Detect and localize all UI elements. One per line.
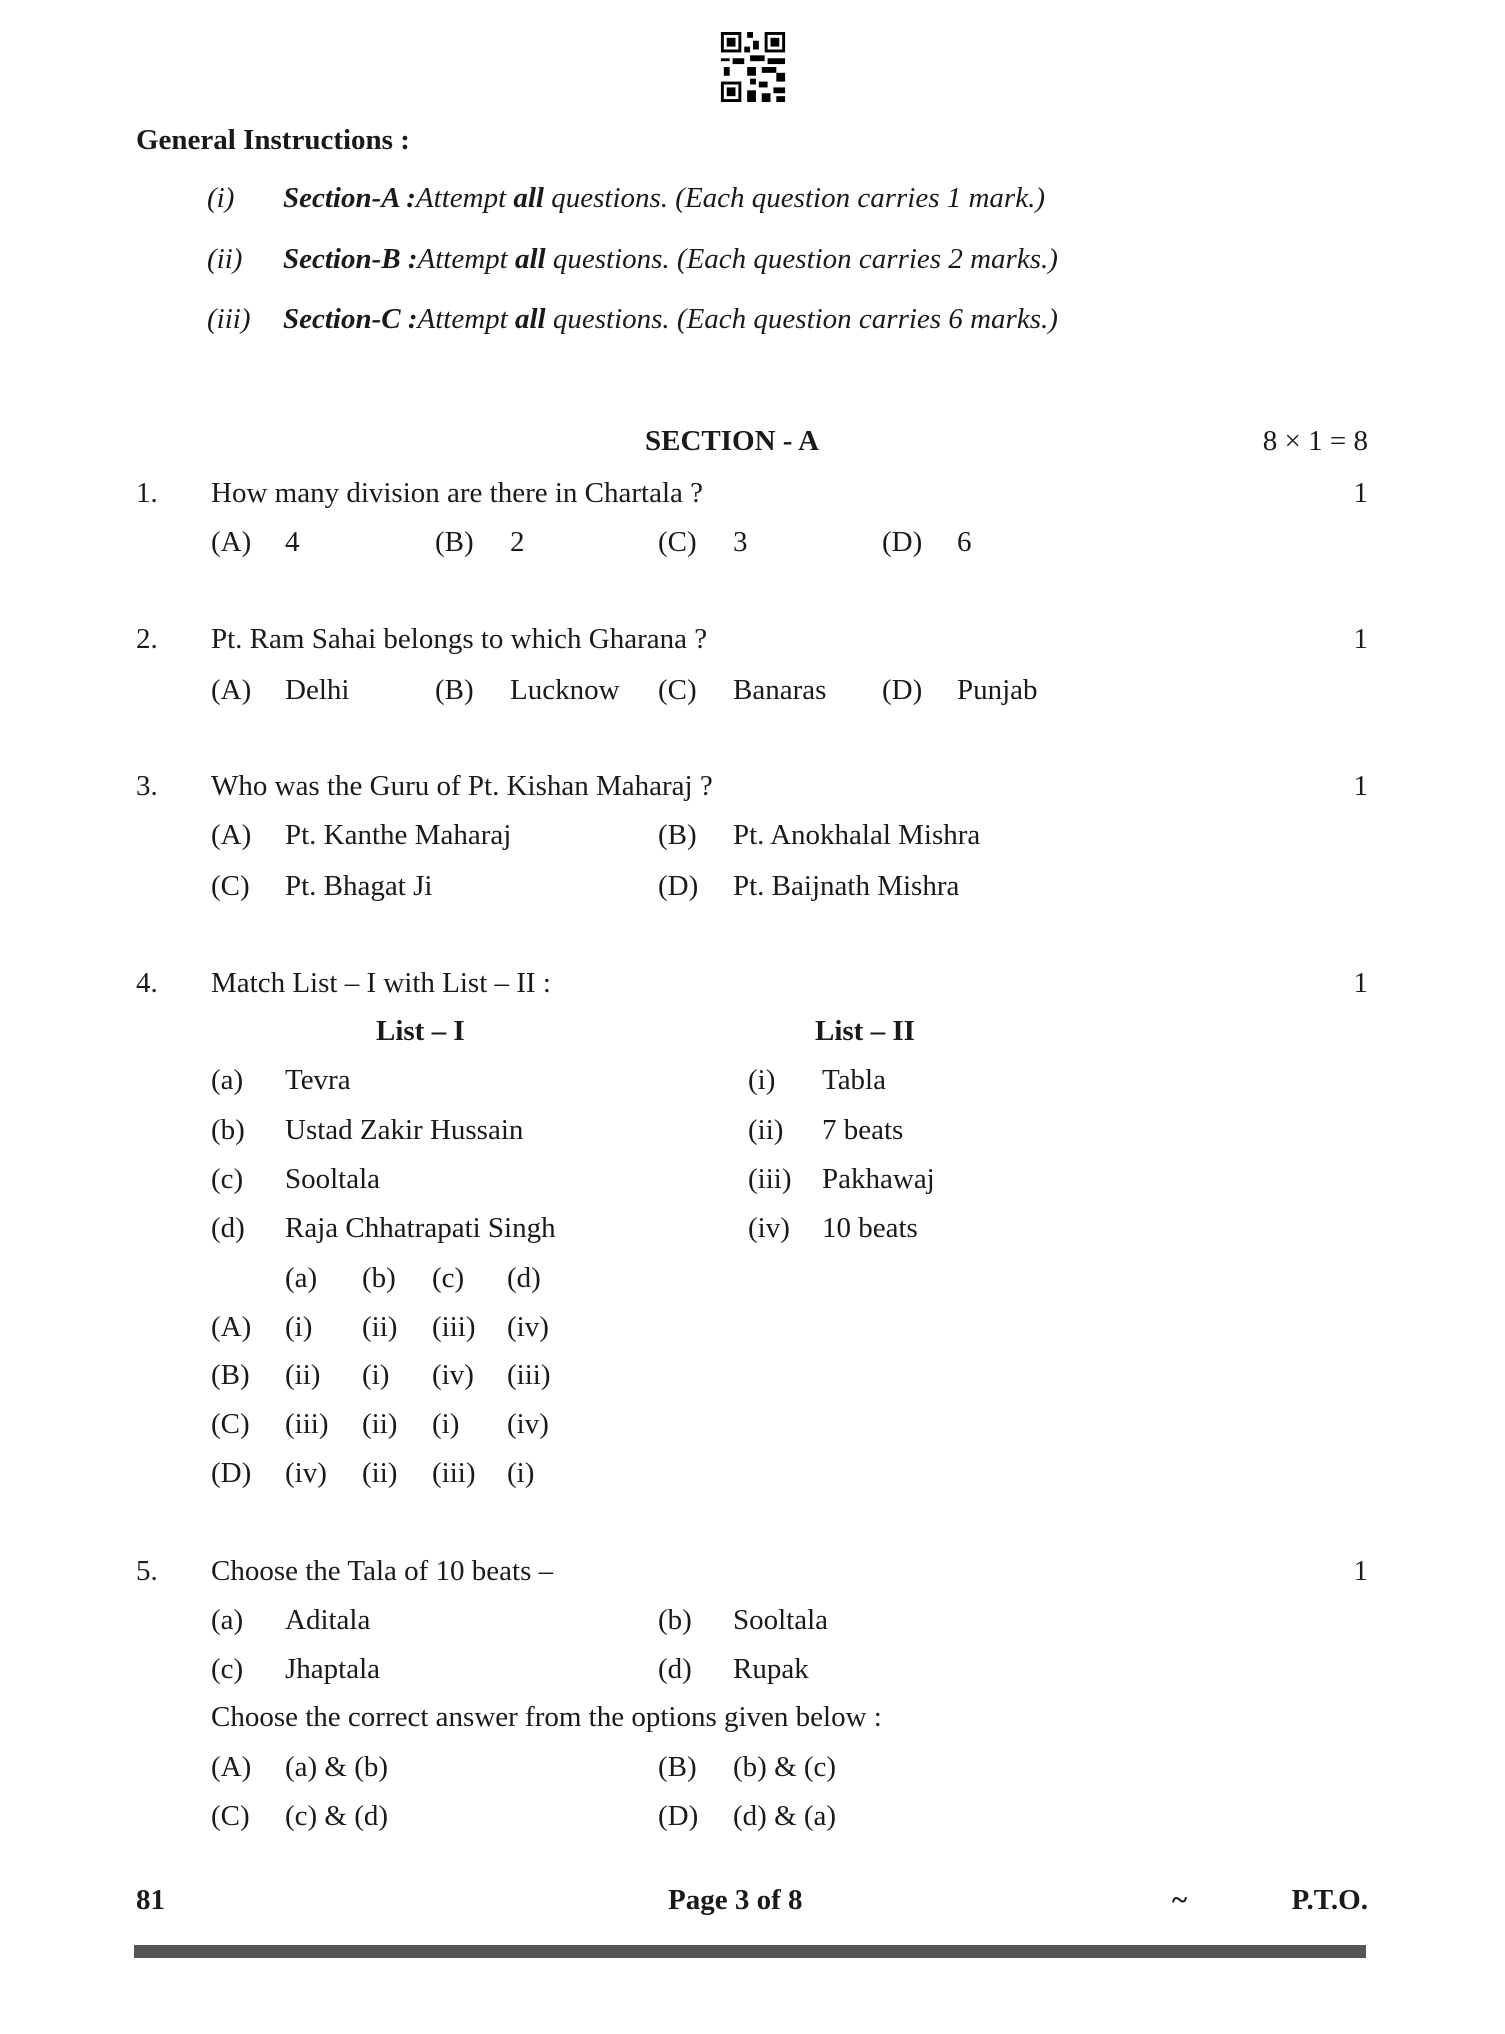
- option-text: 6: [957, 526, 972, 558]
- combo-cell: (ii): [362, 1408, 398, 1440]
- option-label: (A): [211, 819, 252, 851]
- option-label: (A): [211, 526, 252, 558]
- option-label: (B): [658, 1751, 697, 1783]
- question-number: 5.: [136, 1555, 158, 1587]
- option-text: Delhi: [285, 674, 350, 706]
- item-label: (c): [211, 1653, 244, 1685]
- list2-label: (iii): [748, 1163, 792, 1195]
- page-number: Page 3 of 8: [668, 1884, 803, 1916]
- option-label: (C): [211, 1408, 250, 1440]
- qr-code-icon: [720, 32, 786, 102]
- question-marks: 1: [1353, 623, 1368, 655]
- option-label: (C): [211, 1800, 250, 1832]
- option-label: (A): [211, 674, 252, 706]
- option-label: (A): [211, 1751, 252, 1783]
- option-text: 4: [285, 526, 300, 558]
- option-label: (C): [211, 870, 250, 902]
- list1-label: (a): [211, 1064, 244, 1096]
- instruction-num: (ii): [207, 243, 243, 275]
- list2-label: (ii): [748, 1114, 784, 1146]
- question-text: Who was the Guru of Pt. Kishan Maharaj ?: [211, 770, 713, 802]
- list2-label: (iv): [748, 1212, 790, 1244]
- list2-label: (i): [748, 1064, 776, 1096]
- item-text: Aditala: [285, 1604, 371, 1636]
- combo-cell: (iv): [507, 1311, 549, 1343]
- combo-cell: (iii): [432, 1457, 476, 1489]
- option-label: (A): [211, 1311, 252, 1343]
- list2-text: 10 beats: [822, 1212, 918, 1244]
- option-label: (B): [658, 819, 697, 851]
- question-text: How many division are there in Chartala ?: [211, 477, 704, 509]
- instruction-section: Section-C :: [283, 303, 418, 335]
- instruction-text: questions. (Each question carries 6 marks.): [545, 303, 1058, 335]
- combo-cell: (i): [507, 1457, 535, 1489]
- question-prompt: Choose the correct answer from the options given below :: [211, 1701, 882, 1733]
- combo-cell: (iii): [432, 1311, 476, 1343]
- combo-cell: (i): [432, 1408, 460, 1440]
- combo-header: (d): [507, 1262, 541, 1294]
- option-label: (C): [658, 674, 697, 706]
- option-text: (c) & (d): [285, 1800, 389, 1832]
- item-label: (b): [658, 1604, 692, 1636]
- item-label: (d): [658, 1653, 692, 1685]
- combo-cell: (i): [285, 1311, 313, 1343]
- option-label: (D): [211, 1457, 252, 1489]
- instruction-emphasis: all: [514, 303, 546, 335]
- option-text: (d) & (a): [733, 1800, 837, 1832]
- question-text: Choose the Tala of 10 beats –: [211, 1555, 554, 1587]
- option-label: (C): [658, 526, 697, 558]
- combo-cell: (iv): [507, 1408, 549, 1440]
- item-text: Sooltala: [733, 1604, 829, 1636]
- list1-label: (c): [211, 1163, 244, 1195]
- list1-text: Raja Chhatrapati Singh: [285, 1212, 556, 1244]
- list1-text: Ustad Zakir Hussain: [285, 1114, 524, 1146]
- instruction-section: Section-A :: [283, 182, 416, 214]
- question-text: Match List – I with List – II :: [211, 967, 551, 999]
- question-marks: 1: [1353, 1555, 1368, 1587]
- question-number: 1.: [136, 477, 158, 509]
- item-text: Jhaptala: [285, 1653, 381, 1685]
- option-label: (D): [658, 870, 699, 902]
- combo-cell: (iv): [432, 1359, 474, 1391]
- option-text: Pt. Bhagat Ji: [285, 870, 433, 902]
- list2-text: Pakhawaj: [822, 1163, 935, 1195]
- list2-header: List – II: [815, 1015, 915, 1047]
- paper-code: 81: [136, 1884, 165, 1916]
- list2-text: 7 beats: [822, 1114, 904, 1146]
- option-text: Lucknow: [510, 674, 620, 706]
- option-text: Punjab: [957, 674, 1038, 706]
- option-text: (a) & (b): [285, 1751, 389, 1783]
- combo-cell: (ii): [362, 1311, 398, 1343]
- option-text: 3: [733, 526, 748, 558]
- footer-mark: ~: [1172, 1884, 1188, 1916]
- list1-label: (b): [211, 1114, 245, 1146]
- instruction-emphasis: all: [513, 182, 544, 214]
- instruction-item: [283, 302, 1058, 336]
- combo-cell: (iv): [285, 1457, 327, 1489]
- section-marks: 8 × 1 = 8: [1262, 425, 1368, 457]
- instruction-text: questions. (Each question carries 1 mark.): [544, 182, 1045, 214]
- combo-cell: (ii): [362, 1457, 398, 1489]
- footer-divider: [134, 1945, 1366, 1958]
- instruction-section: Section-B :: [283, 243, 418, 275]
- list1-text: Sooltala: [285, 1163, 381, 1195]
- instruction-item: [283, 181, 1045, 215]
- option-label: (B): [435, 526, 474, 558]
- combo-cell: (iii): [285, 1408, 329, 1440]
- item-label: (a): [211, 1604, 244, 1636]
- instructions-title: General Instructions :: [136, 124, 410, 156]
- instruction-item: [283, 242, 1058, 276]
- question-number: 4.: [136, 967, 158, 999]
- instruction-text: questions. (Each question carries 2 marks.): [545, 243, 1058, 275]
- section-title: SECTION - A: [645, 425, 820, 457]
- option-text: Pt. Anokhalal Mishra: [733, 819, 981, 851]
- question-number: 3.: [136, 770, 158, 802]
- item-text: Rupak: [733, 1653, 809, 1685]
- option-label: (B): [211, 1359, 250, 1391]
- instruction-text: Attempt: [417, 243, 515, 275]
- option-text: 2: [510, 526, 525, 558]
- option-text: Pt. Baijnath Mishra: [733, 870, 960, 902]
- instruction-text: Attempt: [415, 182, 514, 214]
- option-text: (b) & (c): [733, 1751, 837, 1783]
- question-marks: 1: [1353, 477, 1368, 509]
- combo-cell: (ii): [285, 1359, 321, 1391]
- option-text: Pt. Kanthe Maharaj: [285, 819, 512, 851]
- combo-header: (a): [285, 1262, 318, 1294]
- combo-header: (c): [432, 1262, 465, 1294]
- pto-label: P.T.O.: [1291, 1884, 1368, 1916]
- question-number: 2.: [136, 623, 158, 655]
- question-marks: 1: [1353, 770, 1368, 802]
- option-label: (D): [882, 674, 923, 706]
- combo-cell: (iii): [507, 1359, 551, 1391]
- list1-label: (d): [211, 1212, 245, 1244]
- option-label: (D): [882, 526, 923, 558]
- instruction-num: (iii): [207, 303, 251, 335]
- option-text: Banaras: [733, 674, 827, 706]
- question-text: Pt. Ram Sahai belongs to which Gharana ?: [211, 623, 708, 655]
- combo-cell: (i): [362, 1359, 390, 1391]
- instruction-num: (i): [207, 182, 235, 214]
- question-marks: 1: [1353, 967, 1368, 999]
- option-label: (B): [435, 674, 474, 706]
- list2-text: Tabla: [822, 1064, 886, 1096]
- instruction-emphasis: all: [514, 243, 546, 275]
- combo-header: (b): [362, 1262, 396, 1294]
- instruction-text: Attempt: [417, 303, 515, 335]
- option-label: (D): [658, 1800, 699, 1832]
- list1-text: Tevra: [285, 1064, 351, 1096]
- list1-header: List – I: [376, 1015, 465, 1047]
